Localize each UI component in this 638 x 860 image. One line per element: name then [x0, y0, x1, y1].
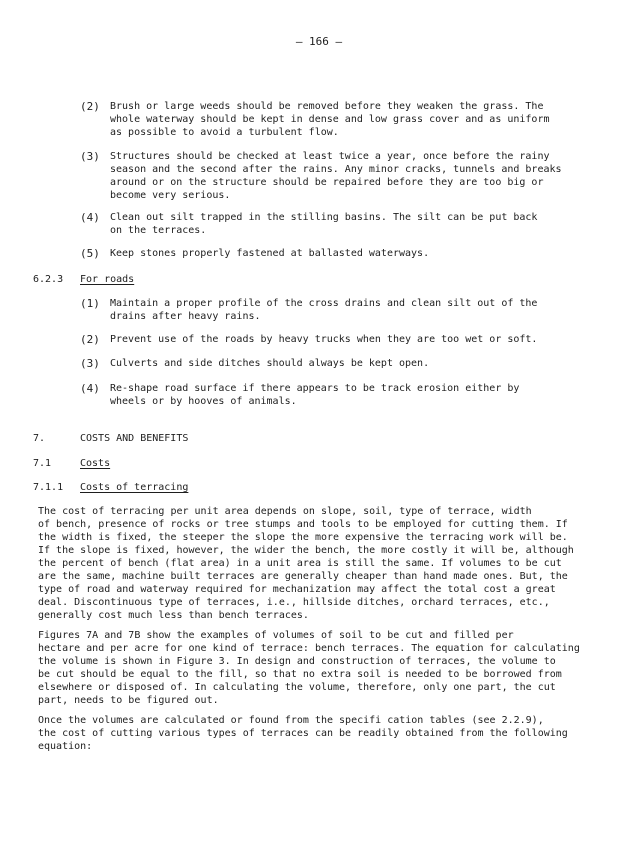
- item-number: (2): [80, 100, 100, 113]
- item-text: Re-shape road surface if there appears to be track erosion either by wheels or by hooves of animals.: [110, 383, 520, 407]
- item-text: Prevent use of the roads by heavy trucks when they are too wet or soft.: [110, 334, 538, 345]
- section-title: Costs of terracing: [80, 482, 189, 493]
- item-number: (4): [80, 382, 100, 395]
- section-number: 7.1.1: [33, 482, 64, 493]
- section-title: Costs: [80, 458, 111, 469]
- item-number: (5): [80, 247, 100, 260]
- section-title: For roads: [80, 274, 135, 285]
- page-number: – 166 –: [295, 35, 343, 48]
- item-number: (2): [80, 333, 100, 346]
- section-number: 7.1: [33, 458, 52, 469]
- item-text: Maintain a proper profile of the cross drains and clean silt out of the drains after heavy rains.: [110, 298, 538, 322]
- section-number: 6.2.3: [33, 274, 64, 285]
- item-text: Keep stones properly fastened at ballasted waterways.: [110, 248, 430, 259]
- item-text: Clean out silt trapped in the stilling basins. The silt can be put back on the terraces.: [110, 212, 538, 236]
- item-text: Brush or large weeds should be removed before they weaken the grass. The whole waterway should be kept in dense and low grass cover and as uniform as possible to avoid a turbulent flow.: [110, 101, 550, 138]
- item-number: (3): [80, 357, 100, 370]
- item-text: Structures should be checked at least twice a year, once before the rainy season and the second after the rains. Any minor cracks, tunnels and breaks around or on the structure should be repaired before they are too big or become very serious.: [110, 151, 562, 201]
- item-number: (1): [80, 297, 100, 310]
- body-paragraph: Figures 7A and 7B show the examples of volumes of soil to be cut and filled per hectare and per acre for one kind of terrace: bench terraces. The equation for calculating the volume is shown in Figure 3. In design and construction of terraces, the volume to be cut should be equal to the fill, so that no extra soil is needed to be borrowed from elsewhere or disposed of. In calculating the volume, therefore, only one part, the cut part, needs to be figured out.: [38, 630, 580, 706]
- body-paragraph: The cost of terracing per unit area depends on slope, soil, type of terrace, width of bench, presence of rocks or tree stumps and tools to be employed for cutting them. If the width is fixed, the steeper the slope the more expensive the terracing work will be. If the slope is fixed, however, the wider the bench, the more costly it will be, although the percent of bench (flat area) in a unit area is still the same. If volumes to be cut are the same, machine built terraces are generally cheaper than hand made ones. But, the type of road and waterway required for mechanization may affect the total cost a great deal. Discontinuous type of terraces, i.e., hillside ditches, orchard terraces, etc., generally cost much less than bench terraces.: [38, 506, 574, 621]
- body-paragraph: Once the volumes are calculated or found from the specifi cation tables (see 2.2.9), the cost of cutting various types of terraces can be readily obtained from the following equation:: [38, 715, 568, 752]
- item-text: Culverts and side ditches should always be kept open.: [110, 358, 430, 369]
- section-number: 7.: [33, 433, 46, 444]
- section-title: COSTS AND BENEFITS: [80, 433, 189, 444]
- item-number: (4): [80, 211, 100, 224]
- item-number: (3): [80, 150, 100, 163]
